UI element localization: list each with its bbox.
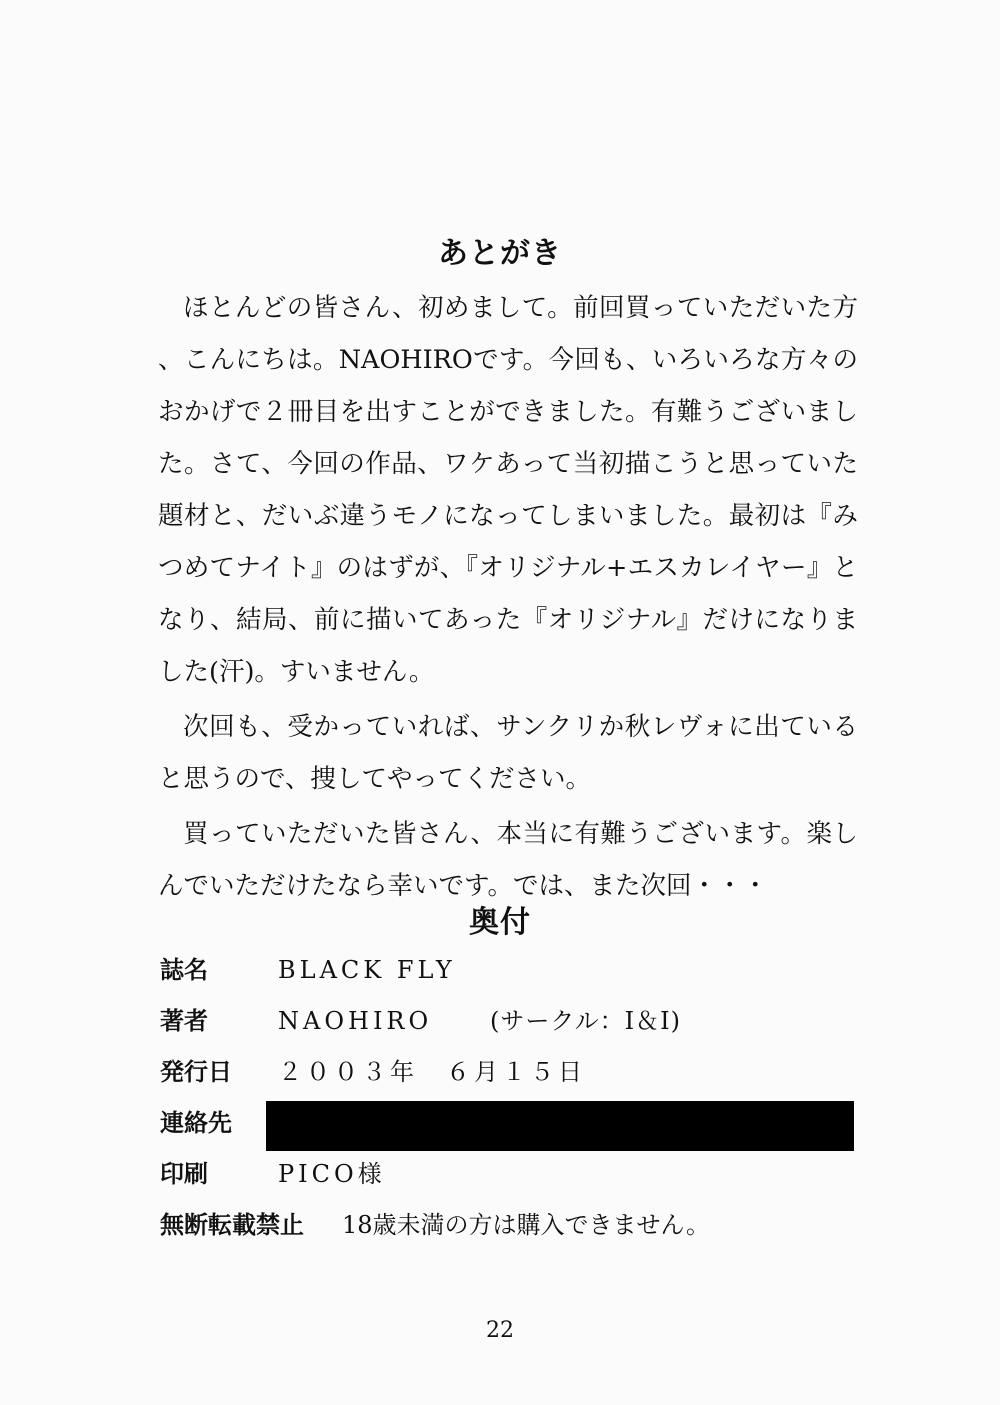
colophon-table bbox=[160, 950, 860, 1256]
redacted-contact-block bbox=[266, 1101, 854, 1151]
colophon-row-author bbox=[160, 1001, 860, 1052]
print-value: PICO様 bbox=[278, 1160, 386, 1188]
notice-label: 無断転載禁止 bbox=[160, 1210, 304, 1239]
date-label: 発行日 bbox=[160, 1057, 232, 1086]
notice-value: 18歳未満の方は購入できません。 bbox=[342, 1211, 710, 1239]
afterword-paragraph-1: ほとんどの皆さん、初めまして。前回買っていただいた方、こんにちは。NAOHIROです。今回も、いろいろな方々のおかげで２冊目を出すことができました。有難うございました。さて、今回の作品、ワケあって当初描こうと思っていた題材と、だいぶ違うモノになってしまいました。最初は『みつめてナイト』のはずが、『オリジナル+エスカレイヤー』となり、結局、前に描いてあった『オリジナル』だけになりました(汗)。すいません。 bbox=[158, 293, 858, 687]
author-value: NAOHIRO bbox=[278, 1007, 433, 1035]
afterword-paragraph-2: 次回も、受かっていれば、サンクリか秋レヴォに出ていると思うので、捜してやってください。 bbox=[158, 712, 858, 794]
author-label: 著者 bbox=[160, 1006, 208, 1035]
date-value: ２００３年 ６月１５日 bbox=[278, 1058, 586, 1086]
colophon-row-contact bbox=[160, 1103, 860, 1154]
colophon-row-title bbox=[160, 950, 860, 1001]
colophon-row-notice bbox=[160, 1205, 860, 1256]
title-value: BLACK FLY bbox=[278, 956, 456, 984]
afterword-title: あとがき bbox=[438, 236, 562, 271]
colophon-row-print bbox=[160, 1154, 860, 1205]
title-label: 誌名 bbox=[160, 955, 208, 984]
colophon-row-date bbox=[160, 1052, 860, 1103]
print-label: 印刷 bbox=[160, 1159, 208, 1188]
colophon-title: 奥付 bbox=[469, 905, 531, 940]
page-number: 22 bbox=[486, 1318, 514, 1343]
circle-name: (サークル：I＆I) bbox=[490, 1007, 681, 1035]
afterword-paragraph-3: 買っていただいた皆さん、本当に有難うございます。楽しんでいただけたなら幸いです。では、また次回・・・ bbox=[158, 819, 858, 901]
afterword-body bbox=[158, 282, 858, 915]
contact-label: 連絡先 bbox=[160, 1108, 232, 1137]
